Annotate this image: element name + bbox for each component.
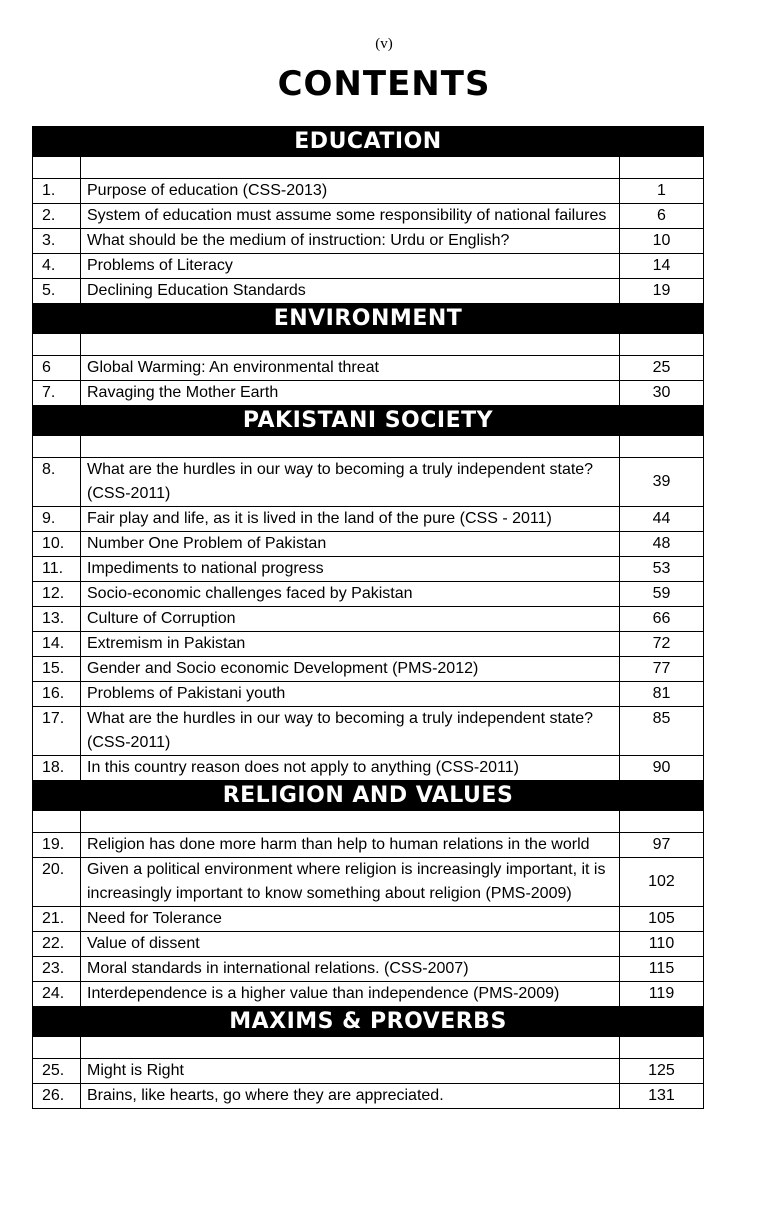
entry-number: 14.: [33, 632, 81, 657]
toc-entry[interactable]: [33, 229, 704, 254]
entry-title: Gender and Socio economic Development (PMS-2012): [81, 657, 620, 682]
entry-page: 81: [619, 682, 703, 707]
entry-number: 8.: [33, 458, 81, 507]
page-number: (v): [375, 36, 393, 52]
entry-title: Culture of Corruption: [81, 607, 620, 632]
entry-page: 125: [619, 1059, 703, 1084]
entry-title: Impediments to national progress: [81, 557, 620, 582]
entry-number: 26.: [33, 1084, 81, 1109]
toc-entry[interactable]: [33, 682, 704, 707]
entry-title: In this country reason does not apply to anything (CSS-2011): [81, 756, 620, 781]
toc-entry[interactable]: [33, 254, 704, 279]
toc-entry[interactable]: [33, 179, 704, 204]
entry-page: 48: [619, 532, 703, 557]
entry-title: Given a political environment where religion is increasingly important, it is increasingly important to know something about religion (PMS-2009): [81, 858, 620, 907]
entry-page: 105: [619, 907, 703, 932]
entry-title: Value of dissent: [81, 932, 620, 957]
toc-entry[interactable]: [33, 204, 704, 229]
section-heading-label: EDUCATION: [33, 127, 704, 157]
entry-page: 90: [619, 756, 703, 781]
entry-number: 16.: [33, 682, 81, 707]
toc-entry[interactable]: [33, 557, 704, 582]
section-heading-label: PAKISTANI SOCIETY: [33, 406, 704, 436]
spacer-row: [33, 1037, 704, 1059]
toc-entry[interactable]: [33, 582, 704, 607]
entry-number: 6: [33, 356, 81, 381]
entry-title: Fair play and life, as it is lived in the land of the pure (CSS - 2011): [81, 507, 620, 532]
toc-entry[interactable]: [33, 607, 704, 632]
toc-entry[interactable]: [33, 858, 704, 907]
spacer-row: [33, 811, 704, 833]
section-heading-label: ENVIRONMENT: [33, 304, 704, 334]
entry-page: 119: [619, 982, 703, 1007]
toc-entry[interactable]: [33, 707, 704, 756]
entry-title: Brains, like hearts, go where they are appreciated.: [81, 1084, 620, 1109]
entry-title: Moral standards in international relations. (CSS-2007): [81, 957, 620, 982]
entry-number: 22.: [33, 932, 81, 957]
entry-title: Ravaging the Mother Earth: [81, 381, 620, 406]
entry-number: 1.: [33, 179, 81, 204]
entry-page: 102: [619, 858, 703, 907]
entry-number: 12.: [33, 582, 81, 607]
page-title: CONTENTS: [277, 64, 491, 104]
entry-number: 4.: [33, 254, 81, 279]
entry-number: 9.: [33, 507, 81, 532]
section-heading-maxims-and-proverbs: [33, 1007, 704, 1037]
toc-entry[interactable]: [33, 657, 704, 682]
entry-title: Declining Education Standards: [81, 279, 620, 304]
toc-entry[interactable]: [33, 279, 704, 304]
entry-title: Global Warming: An environmental threat: [81, 356, 620, 381]
entry-title: Problems of Pakistani youth: [81, 682, 620, 707]
entry-number: 23.: [33, 957, 81, 982]
entry-title: Number One Problem of Pakistan: [81, 532, 620, 557]
contents-table: [32, 126, 704, 1109]
toc-entry[interactable]: [33, 833, 704, 858]
entry-page: 30: [619, 381, 703, 406]
spacer-row: [33, 436, 704, 458]
toc-entry[interactable]: [33, 907, 704, 932]
entry-page: 66: [619, 607, 703, 632]
entry-number: 15.: [33, 657, 81, 682]
toc-entry[interactable]: [33, 1084, 704, 1109]
entry-number: 3.: [33, 229, 81, 254]
spacer-row: [33, 334, 704, 356]
toc-entry[interactable]: [33, 1059, 704, 1084]
toc-entry[interactable]: [33, 458, 704, 507]
entry-page: 19: [619, 279, 703, 304]
section-heading-education: [33, 127, 704, 157]
spacer-row: [33, 157, 704, 179]
toc-entry[interactable]: [33, 532, 704, 557]
entry-title: What should be the medium of instruction: Urdu or English?: [81, 229, 620, 254]
entry-number: 7.: [33, 381, 81, 406]
entry-number: 13.: [33, 607, 81, 632]
entry-number: 10.: [33, 532, 81, 557]
toc-entry[interactable]: [33, 632, 704, 657]
entry-title: What are the hurdles in our way to becoming a truly independent state? (CSS-2011): [81, 707, 620, 756]
entry-page: 10: [619, 229, 703, 254]
entry-page: 44: [619, 507, 703, 532]
entry-title: System of education must assume some responsibility of national failures: [81, 204, 620, 229]
section-heading-religion-and-values: [33, 781, 704, 811]
entry-title: Socio-economic challenges faced by Pakistan: [81, 582, 620, 607]
entry-number: 21.: [33, 907, 81, 932]
entry-page: 1: [619, 179, 703, 204]
entry-title: Need for Tolerance: [81, 907, 620, 932]
entry-page: 6: [619, 204, 703, 229]
entry-page: 110: [619, 932, 703, 957]
entry-number: 19.: [33, 833, 81, 858]
entry-number: 18.: [33, 756, 81, 781]
entry-page: 14: [619, 254, 703, 279]
section-heading-environment: [33, 304, 704, 334]
entry-number: 20.: [33, 858, 81, 907]
toc-entry[interactable]: [33, 356, 704, 381]
entry-page: 39: [619, 458, 703, 507]
entry-number: 25.: [33, 1059, 81, 1084]
toc-entry[interactable]: [33, 381, 704, 406]
entry-page: 59: [619, 582, 703, 607]
entry-title: What are the hurdles in our way to becoming a truly independent state? (CSS-2011): [81, 458, 620, 507]
entry-number: 17.: [33, 707, 81, 756]
entry-title: Extremism in Pakistan: [81, 632, 620, 657]
entry-title: Interdependence is a higher value than independence (PMS-2009): [81, 982, 620, 1007]
entry-page: 97: [619, 833, 703, 858]
entry-title: Purpose of education (CSS-2013): [81, 179, 620, 204]
entry-number: 5.: [33, 279, 81, 304]
section-heading-label: MAXIMS & PROVERBS: [33, 1007, 704, 1037]
entry-page: 115: [619, 957, 703, 982]
entry-page: 85: [619, 707, 703, 756]
entry-page: 53: [619, 557, 703, 582]
entry-title: Might is Right: [81, 1059, 620, 1084]
entry-page: 25: [619, 356, 703, 381]
toc-entry[interactable]: [33, 982, 704, 1007]
section-heading-pakistani-society: [33, 406, 704, 436]
entry-number: 2.: [33, 204, 81, 229]
section-heading-label: RELIGION AND VALUES: [33, 781, 704, 811]
entry-number: 11.: [33, 557, 81, 582]
entry-page: 72: [619, 632, 703, 657]
toc-entry[interactable]: [33, 957, 704, 982]
toc-entry[interactable]: [33, 932, 704, 957]
entry-page: 77: [619, 657, 703, 682]
entry-title: Problems of Literacy: [81, 254, 620, 279]
toc-entry[interactable]: [33, 756, 704, 781]
entry-number: 24.: [33, 982, 81, 1007]
entry-page: 131: [619, 1084, 703, 1109]
entry-title: Religion has done more harm than help to human relations in the world: [81, 833, 620, 858]
toc-entry[interactable]: [33, 507, 704, 532]
